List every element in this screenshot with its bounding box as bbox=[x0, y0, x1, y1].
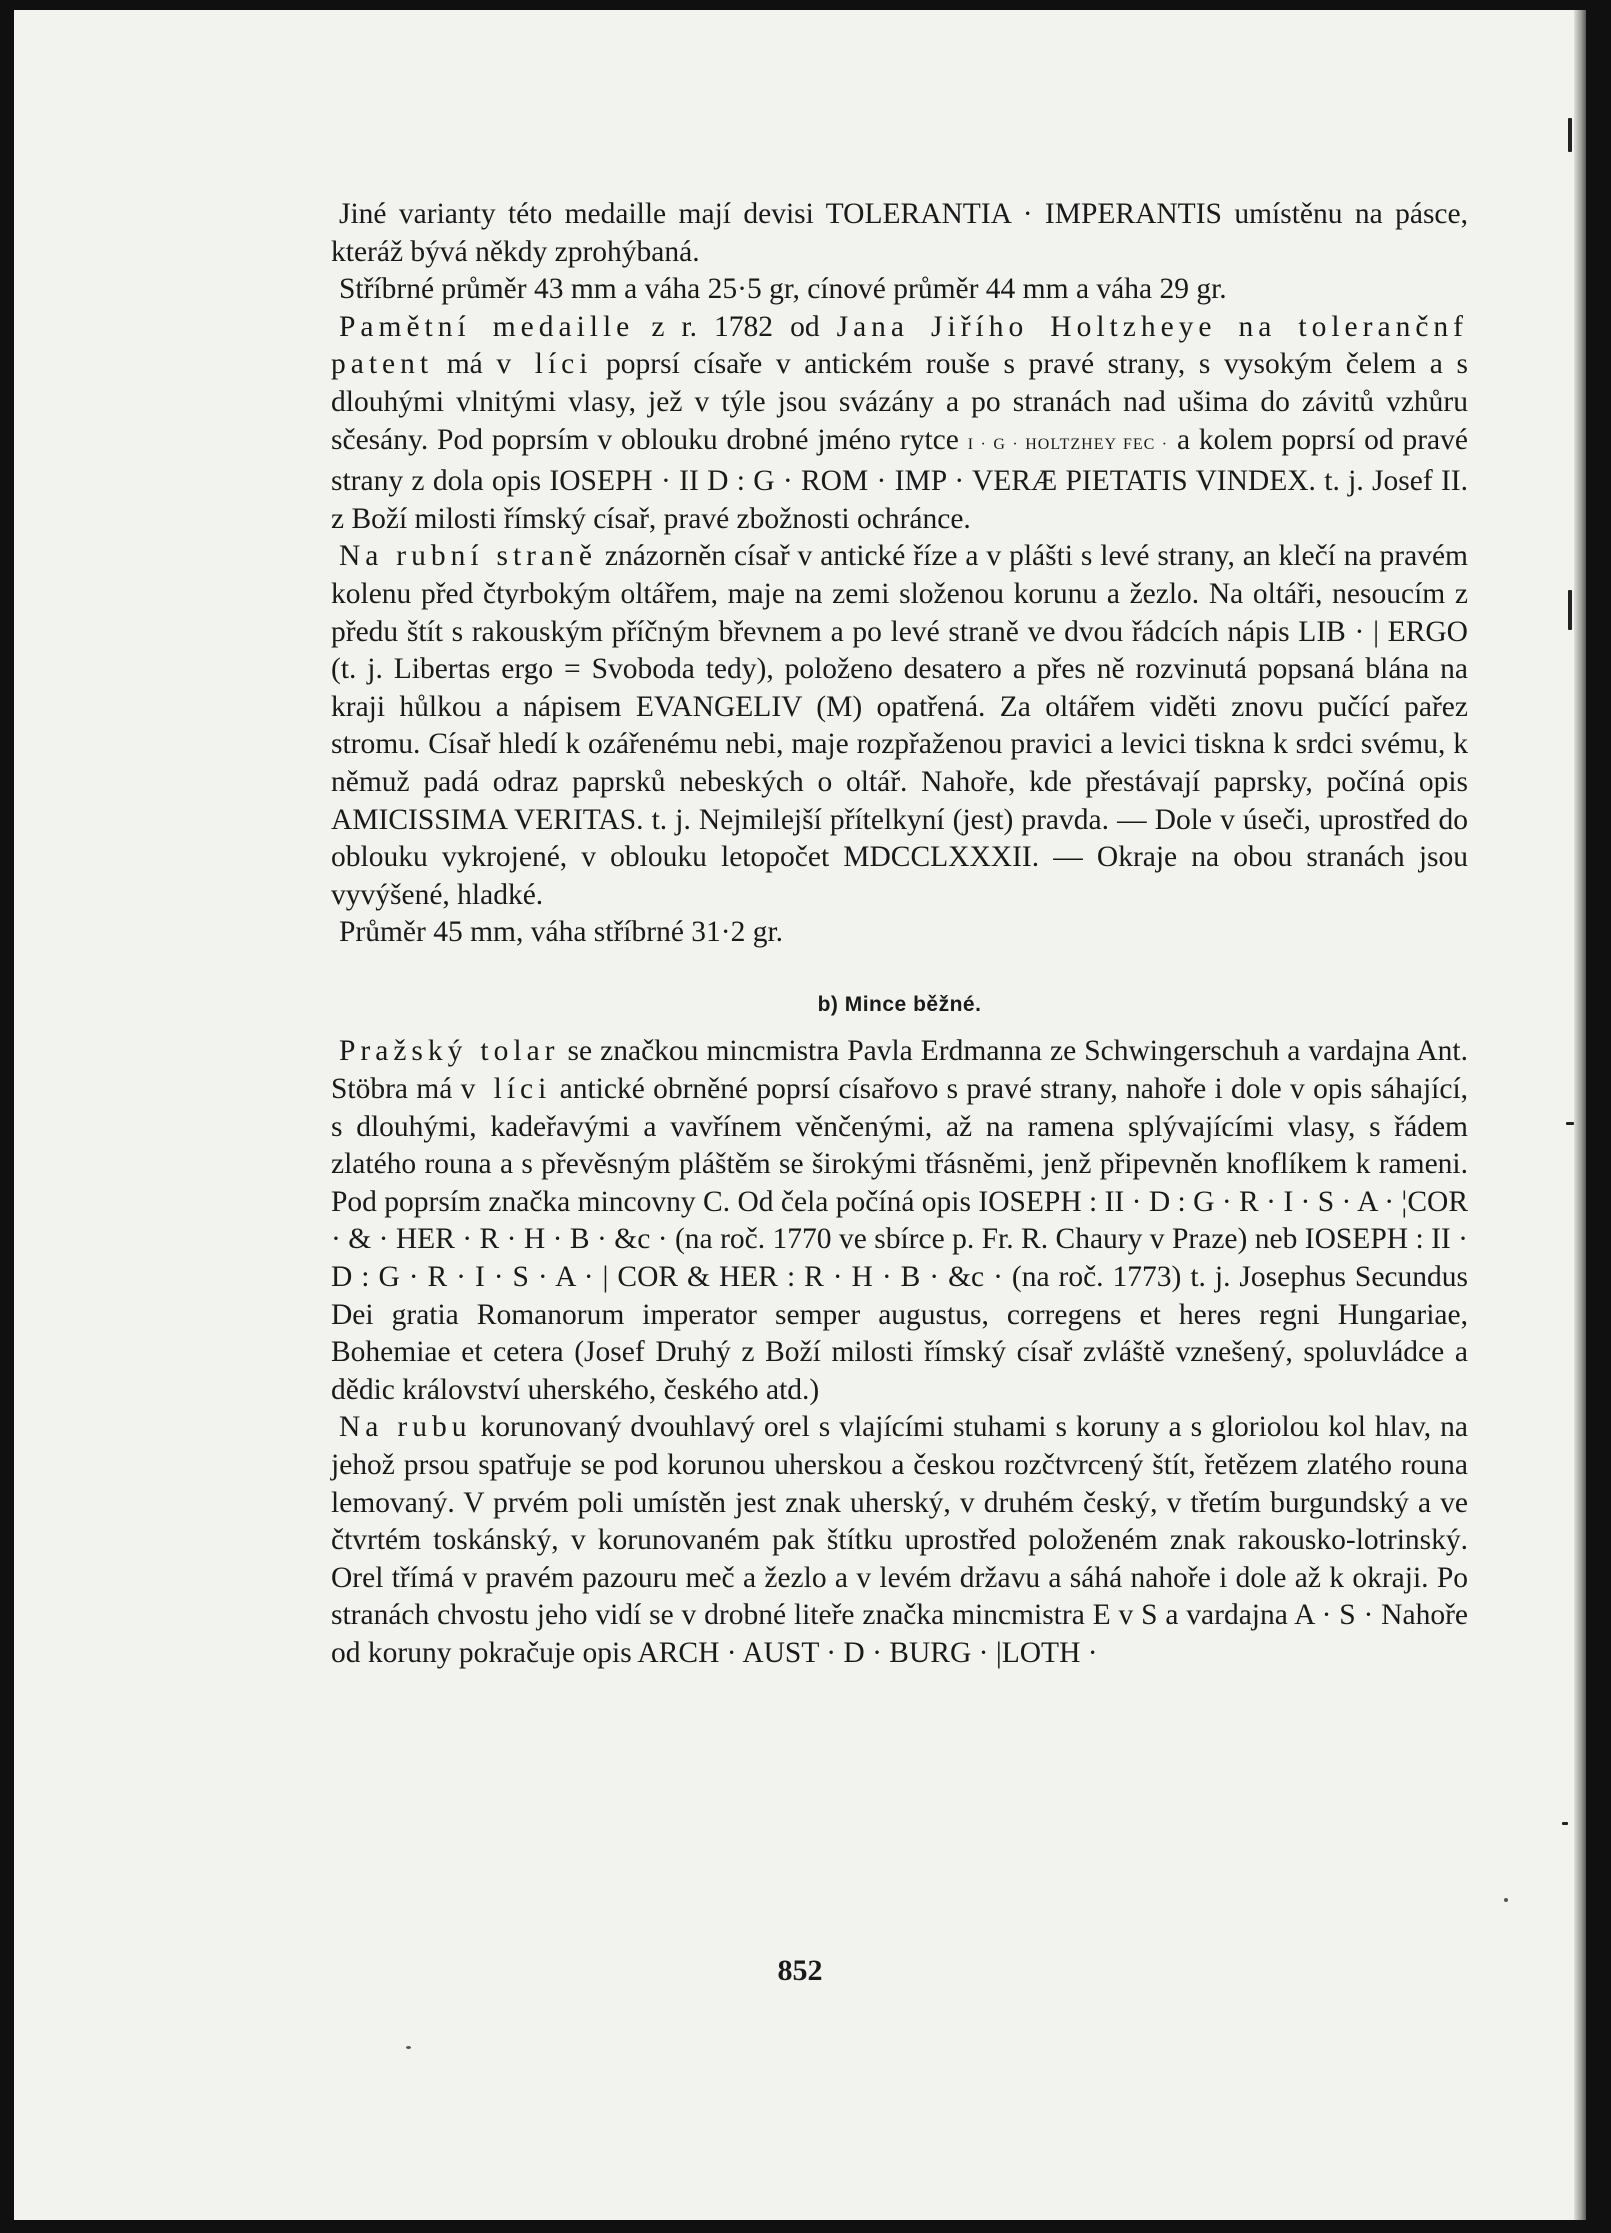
paragraph bbox=[331, 1409, 1468, 1672]
paragraph-text: má bbox=[433, 348, 497, 381]
paragraph: Jiné varianty této medaille mají devisi TOLERANTIA · IMPERANTIS umístěnu na pásce, kteráž bývá někdy zprohýbaná. bbox=[331, 198, 1468, 268]
page-edge-shadow bbox=[1574, 10, 1586, 2220]
paragraph-text: se značkou mincmistra Pavla Erdmanna ze Schwingerschuh a vardajna Ant. Stöbra má bbox=[331, 1035, 1468, 1106]
paragraph-text: znázorněn císař v antické říze a v plášti s levé strany, an klečí na pravém kolenu před čtyrbokým oltářem, maje na zemi složenou korunu a žezlo. Na oltáři, nesoucím z předu štít s rakouským příčným břevnem a po levé straně ve dvou řádcích nápis LIB · | ERGO (t. j. Libertas ergo = Svoboda tedy), položeno desatero a přes ně rozvinutá popsaná blána na kraji hůlkou a nápisem EVANGELIV (M) opatřená. Za oltářem viděti znovu pučící pařez stromu. Císař hledí k ozářenému nebi, maje rozpřaženou pravici a levici tiskna k srdci svému, k němuž padá odraz paprsků nebeských o oltář. Nahoře, kde přestávají paprsky, počíná opis AMICISSIMA VERITAS. t. j. Nejmilejší přítelkyní (jest) pravda. — Dole v úseči, uprostřed do oblouku vykrojené, v oblouku letopočet MDCCLXXXII. — Okraje na obou stranách jsou vyvýšené, hladké. bbox=[331, 540, 1468, 911]
spaced-lead: Na rubu bbox=[339, 1411, 472, 1444]
spaced-lead: Jana Jiřího Holtzheye na tolerančnf patent bbox=[331, 310, 1468, 381]
engraver-signature: I · G · HOLTZHEY FEC · bbox=[967, 435, 1169, 453]
paragraph-text: a kolem poprsí od pravé strany z dola opis IOSEPH · II D : G · ROM · IMP · VERÆ PIETATIS VINDEX. t. j. Josef II. z Boží milosti římský císař, pravé zbožnosti ochránce. bbox=[331, 423, 1468, 535]
specks bbox=[1504, 1898, 1508, 1902]
paragraph-text: z r. 1782 od bbox=[634, 310, 837, 343]
margin-mark bbox=[1568, 590, 1572, 630]
paragraph: Průměr 45 mm, váha stříbrné 31·2 gr. bbox=[339, 916, 784, 949]
paragraph bbox=[331, 309, 1468, 539]
paragraph-text: korunovaný dvouhlavý orel s vlajícími stuhami s koruny a s gloriolou kol hlav, na jehož prsou spatřuje se pod korunou uherskou a českou rozčtvrcený štít, řetězem zlatého rouna lemovaný. V prvém poli umístěn jest znak uherský, v druhém český, v třetím burgundský a ve čtvrtém toskánský, v korunovaném pak štítku uprostřed položeném znak rakousko-lotrinský. Orel třímá v pravém pazouru meč a žezlo a v levém drž​avu a sáhá nahoře i dole až k okraji. Po stranách chvostu jeho vidí se v drobné litеře značka mincmistra E v S a vardajna A · S · Nahoře od koruny pokračuje opis ARCH · AUST · D · BURG · |LOTH · bbox=[331, 1411, 1468, 1669]
margin-mark bbox=[1568, 118, 1572, 152]
document-page bbox=[14, 10, 1586, 2220]
spaced-lead: Na rubní straně bbox=[339, 540, 597, 573]
paragraph bbox=[331, 538, 1468, 914]
paragraph-text: poprsí císaře v antickém rouše s pravé strany, s vysokým čelem a s dlouhými vlnitými vlasy, jež v týle jsou svázány a po stranách nad ušima do závitů vzhůru sčesány. Pod poprsím v oblouku drobné jméno rytce bbox=[331, 348, 1468, 456]
page-number: 852 bbox=[777, 1954, 823, 1987]
spaced-lead: v líci bbox=[460, 1073, 552, 1106]
spaced-lead: Pamětní medaille bbox=[339, 310, 635, 343]
paragraph: Stříbrné průměr 43 mm a váha 25·5 gr, cínové průměr 44 mm a váha 29 gr. bbox=[339, 273, 1227, 306]
section-heading: b) Mince běžné. bbox=[817, 992, 982, 1016]
spaced-lead: v líci bbox=[496, 348, 593, 381]
margin-mark bbox=[1562, 1822, 1568, 1825]
paragraph-text: antické obrněné poprsí císařovo s pravé strany, nahoře i dole v opis sáhající, s dlouhými, kadeřavými a vavřínem věnčenými, až na ramena splývajícími vlasy, s řádem zlatého rouna a s převěsným pláštěm se širokými třásněmi, jenž připevněn knoflíkem k rameni. Pod poprsím značka mincovny C. Od čela počíná opis IOSEPH : II · D : G · R · I · S · A · ¦COR · & · HER · R · H · B · &c · (na roč. 1770 ve sbírce p. Fr. R. Chaury v Praze) neb IOSEPH : II · D : G · R · I · S · A · | COR & HER : R · H · B · &c · (na roč. 1773) t. j. Josephus Secundus Dei gratia Romanorum imperator semper augustus, corregens et heres regni Hungariae, Bohemiae et cetera (Josef Druhý z Boží milosti římský císař zvláště vznešený, spoluvládce a dědic království uherského, českého atd.) bbox=[331, 1073, 1469, 1406]
body-text bbox=[331, 196, 1468, 1673]
margin-mark bbox=[1566, 1122, 1574, 1125]
spaced-lead: Pražský tolar bbox=[339, 1035, 560, 1068]
specks bbox=[406, 2046, 411, 2049]
paragraph bbox=[331, 1033, 1468, 1409]
